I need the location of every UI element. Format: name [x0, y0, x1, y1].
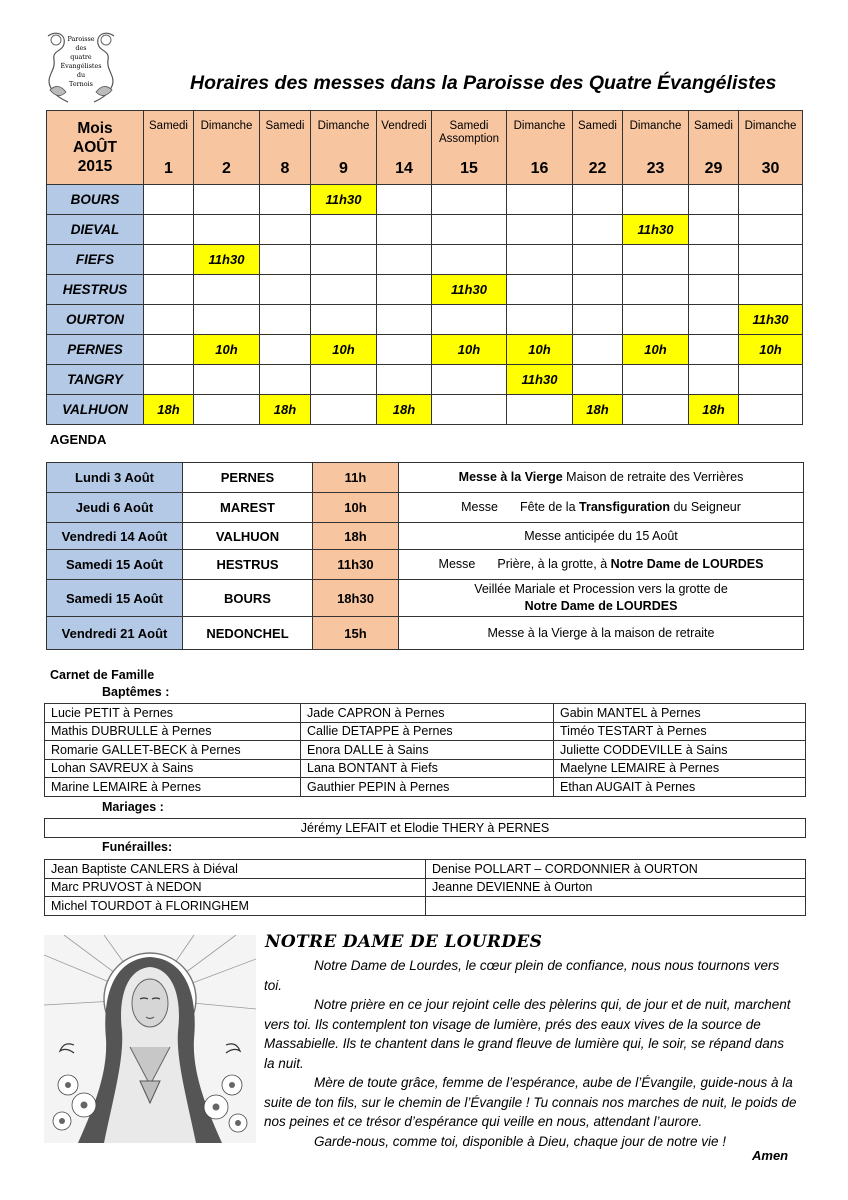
day-header	[573, 111, 623, 185]
mass-schedule-table	[46, 110, 803, 425]
agenda-row	[47, 550, 804, 580]
bapteme-entry: Timéo TESTART à Pernes	[554, 722, 806, 741]
agenda-description-part: Prière, à la grotte, à	[497, 557, 611, 571]
empty-cell	[573, 275, 623, 305]
prayer-paragraph: Notre prière en ce jour rejoint celle des pèlerins qui, de jour et de nuit, marchent vers toi. Ils contemplent ton visage de lumière, prés des eaux vives de la source de Massabielle. Ils te chantent dans le grand fleuve de lumière qui, le soir, se répand dans la nuit.	[264, 997, 791, 1071]
day-header	[689, 111, 739, 185]
funerailles-heading: Funérailles:	[102, 840, 173, 854]
day-name: Vendredi	[381, 120, 427, 132]
empty-cell	[432, 215, 507, 245]
table-row	[45, 722, 806, 741]
empty-cell	[377, 305, 432, 335]
bapteme-entry: Enora DALLE à Sains	[301, 741, 554, 760]
empty-cell	[739, 365, 803, 395]
empty-cell	[623, 305, 689, 335]
bapteme-entry: Callie DETAPPE à Pernes	[301, 722, 554, 741]
empty-cell	[144, 275, 194, 305]
empty-cell	[144, 365, 194, 395]
empty-cell	[739, 185, 803, 215]
parish-row	[47, 275, 803, 305]
day-number: 1	[164, 160, 173, 177]
bapteme-entry: Mathis DUBRULLE à Pernes	[45, 722, 301, 741]
agenda-description	[399, 617, 804, 650]
agenda-time: 18h	[313, 523, 399, 550]
empty-cell	[260, 365, 311, 395]
mariages-table	[44, 818, 806, 838]
parish-name: OURTON	[47, 305, 144, 335]
day-name: Samedi	[149, 120, 188, 132]
day-number: 16	[530, 160, 549, 177]
day-header	[739, 111, 803, 185]
day-number: 23	[646, 160, 665, 177]
empty-cell	[432, 395, 507, 425]
empty-cell	[432, 245, 507, 275]
empty-cell	[689, 275, 739, 305]
empty-cell	[573, 305, 623, 335]
parish-name: TANGRY	[47, 365, 144, 395]
parish-logo	[44, 30, 118, 104]
day-header	[507, 111, 573, 185]
bapteme-entry: Juliette CODDEVILLE à Sains	[554, 741, 806, 760]
agenda-place: MAREST	[183, 493, 313, 523]
empty-cell	[432, 305, 507, 335]
mariages-heading: Mariages :	[102, 800, 164, 814]
empty-cell	[739, 215, 803, 245]
empty-cell	[194, 365, 260, 395]
mass-time: 18h	[377, 395, 432, 425]
empty-cell	[573, 185, 623, 215]
empty-cell	[311, 275, 377, 305]
empty-cell	[311, 215, 377, 245]
agenda-description-part: Maison de retraite des Verrières	[562, 470, 744, 484]
agenda-description-part: Messe	[461, 500, 498, 514]
day-number: 15	[460, 160, 478, 177]
bapteme-entry: Jade CAPRON à Pernes	[301, 704, 554, 723]
empty-cell	[573, 215, 623, 245]
agenda-description-part: du Seigneur	[670, 500, 741, 514]
agenda-description-part: Transfiguration	[579, 500, 670, 514]
baptemes-heading: Baptêmes :	[102, 685, 170, 699]
agenda-row	[47, 463, 804, 493]
prayer-text	[264, 956, 798, 1151]
agenda-time: 11h	[313, 463, 399, 493]
day-number: 14	[395, 160, 413, 177]
month-label-line1: Mois	[77, 120, 113, 137]
bapteme-entry: Lucie PETIT à Pernes	[45, 704, 301, 723]
agenda-date: Samedi 15 Août	[47, 580, 183, 617]
bapteme-entry: Maelyne LEMAIRE à Pernes	[554, 759, 806, 778]
empty-cell	[689, 185, 739, 215]
prayer-paragraph: Notre Dame de Lourdes, le cœur plein de confiance, nous nous tournons vers toi.	[264, 958, 780, 993]
empty-cell	[739, 275, 803, 305]
day-name: Dimanche	[744, 120, 797, 132]
prayer-amen: Amen	[752, 1148, 789, 1163]
month-cell	[47, 111, 144, 185]
agenda-date: Jeudi 6 Août	[47, 493, 183, 523]
empty-cell	[311, 305, 377, 335]
empty-cell	[311, 395, 377, 425]
empty-cell	[194, 305, 260, 335]
mass-time: 11h30	[507, 365, 573, 395]
day-name: Dimanche	[513, 120, 566, 132]
prayer-paragraph: Mère de toute grâce, femme de l’espérance, aube de l’Évangile, guide-nous à la suite de ton fils, sur le chemin de l’Évangile ! Tu connais nos marches de nuit, le poids de nos peines et ce trésor d’espérance qui veille en nous, attendant l’aurore.	[264, 1075, 797, 1129]
empty-cell	[260, 335, 311, 365]
empty-cell	[573, 365, 623, 395]
mass-time: 11h30	[739, 305, 803, 335]
mass-time: 18h	[689, 395, 739, 425]
agenda-row	[47, 523, 804, 550]
empty-cell	[194, 395, 260, 425]
day-name: Dimanche	[629, 120, 682, 132]
agenda-heading: AGENDA	[50, 432, 107, 447]
empty-cell	[144, 185, 194, 215]
empty-cell	[507, 305, 573, 335]
logo-line-5: du	[76, 71, 86, 79]
empty-cell	[507, 215, 573, 245]
agenda-description-part: Notre Dame de LOURDES	[610, 557, 764, 571]
prayer-title: NOTRE DAME DE LOURDES	[265, 932, 543, 952]
empty-cell	[311, 365, 377, 395]
mariage-entry: Jérémy LEFAIT et Elodie THERY à PERNES	[45, 819, 806, 838]
empty-cell	[260, 245, 311, 275]
bapteme-entry: Romarie GALLET-BECK à Pernes	[45, 741, 301, 760]
table-row	[45, 897, 806, 916]
parish-name: DIEVAL	[47, 215, 144, 245]
mass-time: 10h	[739, 335, 803, 365]
empty-cell	[377, 245, 432, 275]
empty-cell	[260, 275, 311, 305]
empty-cell	[623, 365, 689, 395]
table-row	[45, 878, 806, 897]
day-number: 22	[588, 160, 607, 177]
page-title: Horaires des messes dans la Paroisse des Quatre Évangélistes	[190, 72, 777, 94]
day-name: Samedi Assomption	[438, 120, 500, 145]
empty-cell	[623, 185, 689, 215]
agenda-description-part: Messe	[438, 557, 476, 571]
day-header	[311, 111, 377, 185]
empty-cell	[623, 245, 689, 275]
agenda-date: Samedi 15 Août	[47, 550, 183, 580]
mass-time: 11h30	[311, 185, 377, 215]
agenda-description	[399, 580, 804, 617]
empty-cell	[144, 245, 194, 275]
agenda-description	[399, 493, 804, 523]
empty-cell	[507, 275, 573, 305]
empty-cell	[377, 215, 432, 245]
agenda-description-part: Messe à la Vierge	[458, 470, 563, 484]
agenda-description	[399, 463, 804, 493]
bapteme-entry: Ethan AUGAIT à Pernes	[554, 778, 806, 797]
agenda-time: 11h30	[313, 550, 399, 580]
agenda-place: BOURS	[183, 580, 313, 617]
agenda-place: VALHUON	[183, 523, 313, 550]
empty-cell	[689, 305, 739, 335]
agenda-description	[399, 550, 804, 580]
agenda-time: 10h	[313, 493, 399, 523]
table-row	[45, 704, 806, 723]
empty-cell	[377, 275, 432, 305]
empty-cell	[432, 365, 507, 395]
agenda-place: HESTRUS	[183, 550, 313, 580]
empty-cell	[507, 395, 573, 425]
month-label-line3: 2015	[77, 158, 113, 175]
bapteme-entry: Gauthier PEPIN à Pernes	[301, 778, 554, 797]
day-name: Samedi	[265, 120, 305, 132]
parish-name: VALHUON	[47, 395, 144, 425]
agenda-time: 15h	[313, 617, 399, 650]
agenda-date: Vendredi 14 Août	[47, 523, 183, 550]
mass-time: 10h	[507, 335, 573, 365]
day-header	[623, 111, 689, 185]
agenda-table	[46, 462, 804, 650]
logo-line-6: Ternois	[69, 80, 93, 88]
agenda-description-part: Veillée Mariale et Procession vers la grotte de	[474, 582, 728, 596]
empty-cell	[623, 395, 689, 425]
schedule-header-row	[47, 111, 803, 185]
logo-line-3: quatre	[70, 53, 92, 61]
agenda-description-part: Messe à la Vierge à la maison de retraite	[487, 625, 715, 640]
empty-cell	[377, 335, 432, 365]
agenda-description-part: Fête de la	[519, 500, 580, 514]
logo-line-2: des	[75, 44, 87, 52]
parish-row	[47, 395, 803, 425]
empty-cell	[689, 215, 739, 245]
day-number: 29	[704, 160, 723, 177]
parish-row	[47, 335, 803, 365]
empty-cell	[377, 365, 432, 395]
funeraille-entry: Denise POLLART – CORDONNIER à OURTON	[426, 860, 806, 879]
table-row	[45, 819, 806, 838]
day-number: 9	[339, 160, 348, 177]
agenda-description-part: Messe anticipée du 15 Août	[524, 528, 678, 543]
day-header	[194, 111, 260, 185]
funerailles-table	[44, 859, 806, 916]
prayer-paragraph: Garde-nous, comme toi, disponible à Dieu, chaque jour de notre vie !	[314, 1133, 726, 1149]
empty-cell	[432, 185, 507, 215]
parish-name: PERNES	[47, 335, 144, 365]
mass-time: 18h	[573, 395, 623, 425]
empty-cell	[144, 215, 194, 245]
empty-cell	[689, 365, 739, 395]
day-name: Samedi	[694, 120, 733, 132]
funeraille-entry: Jean Baptiste CANLERS à Diéval	[45, 860, 426, 879]
parish-row	[47, 215, 803, 245]
agenda-row	[47, 580, 804, 617]
day-number: 8	[280, 160, 290, 177]
agenda-place: PERNES	[183, 463, 313, 493]
empty-cell	[194, 185, 260, 215]
day-header	[432, 111, 507, 185]
empty-cell	[311, 245, 377, 275]
funeraille-entry: Jeanne DEVIENNE à Ourton	[426, 878, 806, 897]
day-header	[144, 111, 194, 185]
mass-time: 10h	[623, 335, 689, 365]
baptemes-table	[44, 703, 806, 797]
mass-time: 10h	[432, 335, 507, 365]
empty-cell	[144, 305, 194, 335]
empty-cell	[507, 245, 573, 275]
parish-row	[47, 185, 803, 215]
empty-cell	[194, 215, 260, 245]
empty-cell	[507, 185, 573, 215]
agenda-row	[47, 493, 804, 523]
day-number: 2	[222, 160, 231, 177]
parish-row	[47, 245, 803, 275]
bapteme-entry: Marine LEMAIRE à Pernes	[45, 778, 301, 797]
empty-cell	[260, 185, 311, 215]
table-row	[45, 741, 806, 760]
month-label-line2: AOÛT	[73, 139, 117, 156]
mass-time: 11h30	[432, 275, 507, 305]
parish-name: BOURS	[47, 185, 144, 215]
parish-row	[47, 365, 803, 395]
bapteme-entry: Lana BONTANT à Fiefs	[301, 759, 554, 778]
funeraille-entry: Michel TOURDOT à FLORINGHEM	[45, 897, 426, 916]
empty-cell	[739, 395, 803, 425]
empty-cell	[377, 185, 432, 215]
agenda-date: Lundi 3 Août	[47, 463, 183, 493]
mass-time: 11h30	[623, 215, 689, 245]
day-name: Samedi	[578, 120, 617, 132]
day-header	[377, 111, 432, 185]
family-heading: Carnet de Famille	[50, 668, 155, 682]
parish-name: HESTRUS	[47, 275, 144, 305]
day-number: 30	[761, 160, 780, 177]
empty-cell	[689, 335, 739, 365]
agenda-date: Vendredi 21 Août	[47, 617, 183, 650]
logo-line-1: Paroisse	[67, 35, 95, 43]
empty-cell	[739, 245, 803, 275]
bapteme-entry: Lohan SAVREUX à Sains	[45, 759, 301, 778]
mass-time: 10h	[311, 335, 377, 365]
agenda-row	[47, 617, 804, 650]
day-name: Dimanche	[317, 120, 370, 132]
table-row	[45, 860, 806, 879]
funeraille-entry: Marc PRUVOST à NEDON	[45, 878, 426, 897]
agenda-time: 18h30	[313, 580, 399, 617]
empty-cell	[260, 215, 311, 245]
empty-cell	[573, 335, 623, 365]
mass-time: 10h	[194, 335, 260, 365]
agenda-description	[399, 523, 804, 550]
parish-name: FIEFS	[47, 245, 144, 275]
table-row	[45, 759, 806, 778]
empty-cell	[144, 335, 194, 365]
empty-cell	[573, 245, 623, 275]
agenda-description-part: Notre Dame de LOURDES	[524, 599, 678, 613]
madonna-illustration	[44, 935, 256, 1143]
mass-time: 18h	[144, 395, 194, 425]
empty-cell	[689, 245, 739, 275]
logo-line-4: Évangélistes	[60, 62, 102, 70]
bapteme-entry: Gabin MANTEL à Pernes	[554, 704, 806, 723]
mass-time: 11h30	[194, 245, 260, 275]
empty-cell	[260, 305, 311, 335]
agenda-place: NEDONCHEL	[183, 617, 313, 650]
mass-time: 18h	[260, 395, 311, 425]
parish-row	[47, 305, 803, 335]
table-row	[45, 778, 806, 797]
empty-cell	[623, 275, 689, 305]
day-name: Dimanche	[200, 120, 253, 132]
empty-cell	[194, 275, 260, 305]
day-header	[260, 111, 311, 185]
empty-cell	[426, 897, 806, 916]
